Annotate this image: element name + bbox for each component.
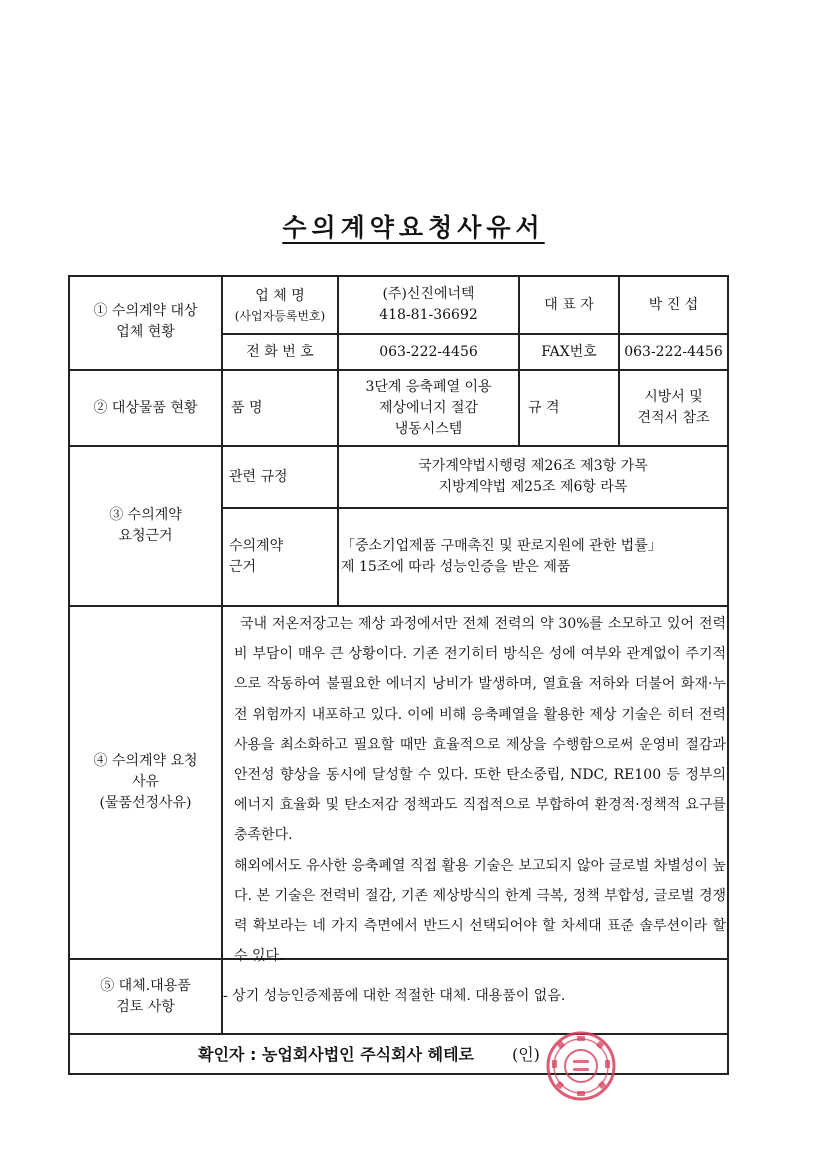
document-title: 수의계약요청사유서: [282, 213, 545, 242]
spec-label: 규 격: [528, 399, 560, 416]
company-value: (주)신진에너텍 418-81-36692: [379, 286, 478, 323]
section2-label: ② 대상물품 현황: [93, 399, 198, 416]
company-seal-icon: [545, 1030, 617, 1102]
item-label: 품 명: [231, 399, 263, 416]
basis-label: 수의계약 근거: [229, 538, 284, 575]
basis-value: 「중소기업제품 구매촉진 및 판로지원에 관한 법률」 제 15조에 따라 성능인증을 받은 제품: [341, 538, 662, 575]
review-value: - 상기 성능인증제품에 대한 적절한 대체. 대용품이 없음.: [223, 988, 566, 1004]
col-divider: [221, 369, 223, 445]
rule-value: 국가계약법시행령 제26조 제3항 가목 지방계약법 제25조 제6항 라목: [418, 458, 648, 495]
item-value: 3단계 응축폐열 이용 제상에너지 절감 냉동시스템: [365, 378, 492, 437]
fax-value: 063-222-4456: [624, 343, 723, 360]
spec-value: 시방서 및 견적서 참조: [637, 389, 710, 426]
seal-mark-text: (인): [511, 1045, 540, 1064]
col-divider: [221, 445, 223, 605]
rule-label: 관련 규정: [229, 468, 288, 485]
company-label: 업 체 명 (사업자등록번호): [234, 287, 326, 323]
phone-value: 063-222-4456: [379, 343, 478, 360]
section4-label: ④ 수의계약 요청 사유 (물품선정사유): [93, 753, 198, 811]
section3-label: ③ 수의계약 요청근거: [109, 507, 182, 544]
reason-text: 국내 저온저장고는 제상 과정에서만 전체 전력의 약 30%를 소모하고 있어 전력비 부담이 매우 큰 상황이다. 기존 전기히터 방식은 성에 여부와 관계없이 주기적으로 작동하여 불필요한 에너지 낭비가 발생하며, 열효율 저하와 더불어 화재·누전 위험까지 내포하고 있다. 이에 비해 응축폐열을 활용한 제상 기술은 히터 전력 사용을 최소화하고 필요할 때만 효율적으로 제상을 수행함으로써 운영비 절감과 안전성 향상을 동시에 달성할 수 있다. 또한 탄소중립, NDC, RE100 등 정부의 에너지 효율화 및 탄소저감 정책과도 직접적으로 부합하여 환경적·정책적 요구를 충족한다. 해외에서도 유사한 응축폐열 직접 활용 기술은 보고되지 않아 글로벌 차별성이 높다. 본 기술은 전력비 절감, 기존 제상방식의 한계 극복, 정책 부합성, 글로벌 경쟁력 확보라는 네 가지 측면에서 반드시 선택되어야 할 차세대 표준 솔루션이라 할 수 있다.: [234, 616, 726, 965]
section1-label: ① 수의계약 대상 업체 현황: [93, 303, 198, 340]
rep-value: 박 진 섭: [648, 296, 699, 313]
confirmer: 확인자 : 농업회사법인 주식회사 헤테로 (인): [70, 1035, 729, 1075]
col-divider: [221, 605, 223, 958]
fax-label: FAX번호: [541, 343, 597, 360]
rep-label: 대 표 자: [544, 296, 594, 313]
section5-label: ⑤ 대체.대용품 검토 사항: [100, 977, 191, 1015]
phone-label: 전 화 번 호: [246, 343, 314, 360]
